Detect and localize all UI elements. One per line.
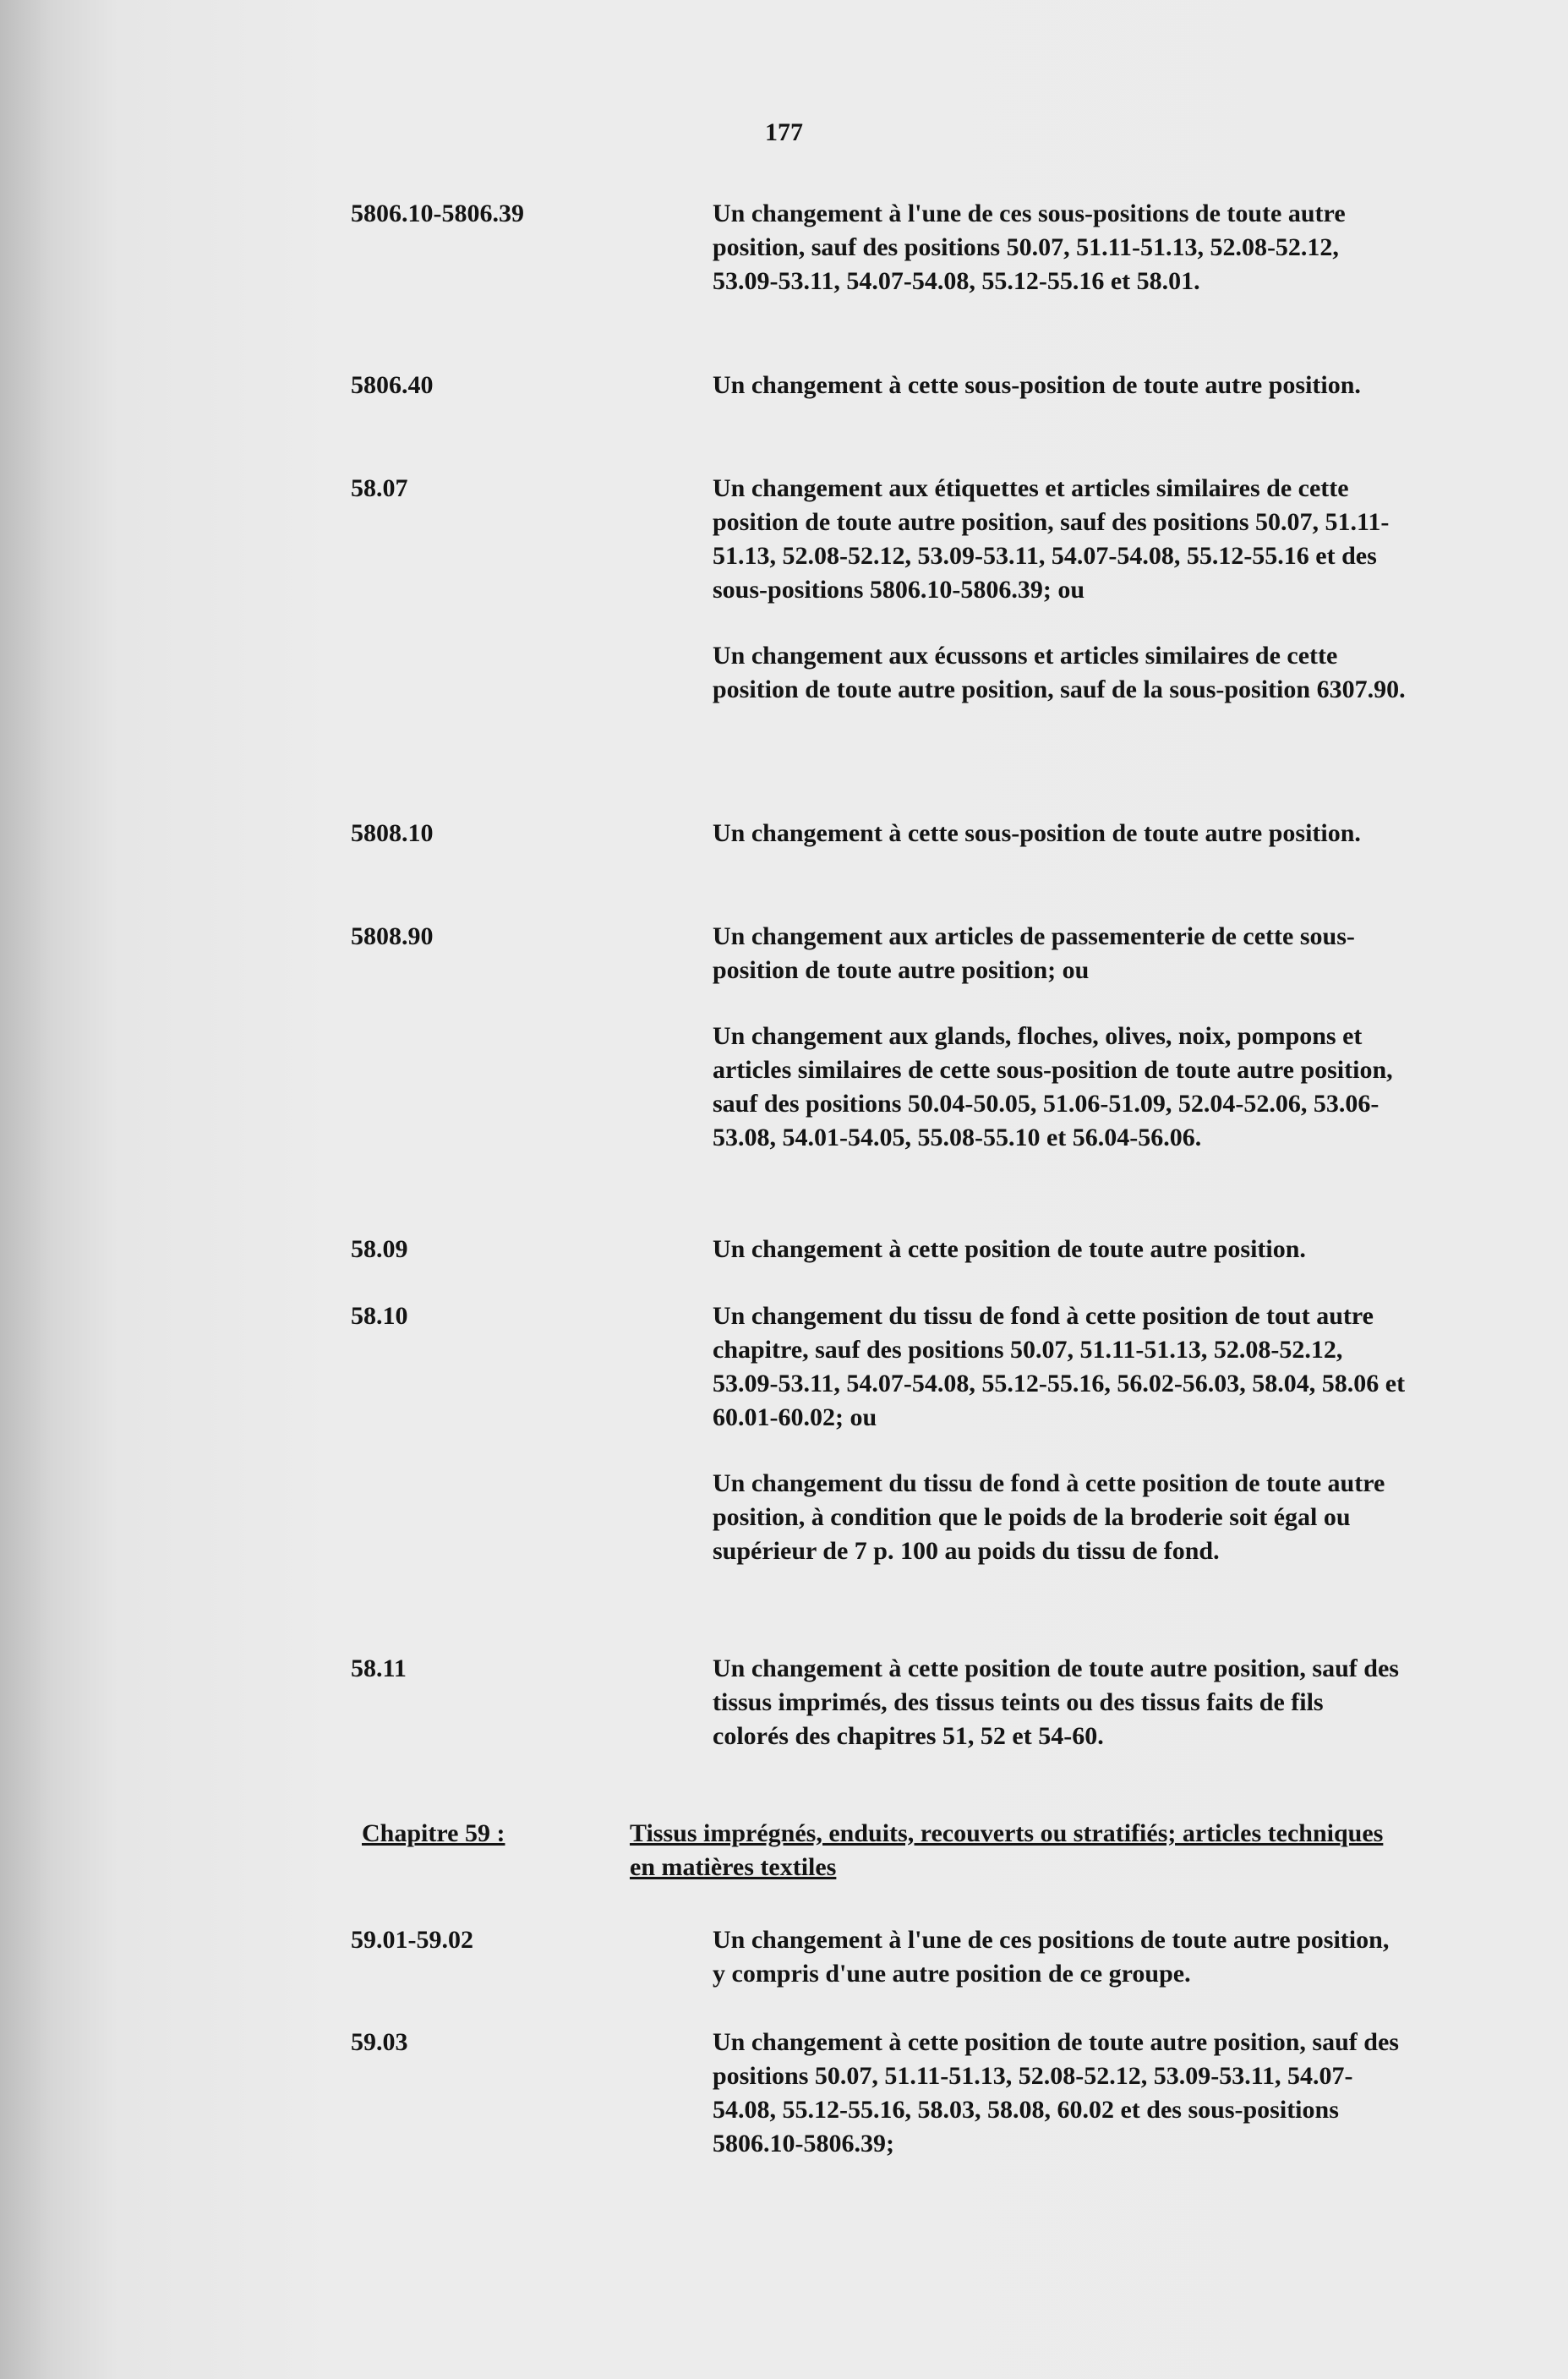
heading-code: 5808.90 — [351, 922, 434, 950]
rule-paragraph: Un changement aux étiquettes et articles similaires de cette position de toute autre position, sauf des positions 50.07, 51.11-51.13, 52.08-52.12, 53.09-53.11, 54.07-54.08, 55.12-55.16 et des sous-positions 5806.10-5806.39; ou — [713, 474, 1390, 604]
heading-code: 58.07 — [351, 474, 408, 502]
heading-code: 5806.10-5806.39 — [351, 200, 524, 227]
rule-paragraph: Un changement aux écussons et articles similaires de cette position de toute autre position, sauf de la sous-position 6307.90. — [713, 642, 1406, 703]
rule-paragraph: Un changement à cette position de toute autre position, sauf des positions 50.07, 51.11-51.13, 52.08-52.12, 53.09-53.11, 54.07-54.08, 55.12-55.16, 58.03, 58.08, 60.02 et des sous-positions 5806.10-5806.39; — [713, 2028, 1399, 2158]
rule-paragraph: Un changement à cette sous-position de toute autre position. — [713, 819, 1361, 847]
page-number: 177 — [765, 118, 803, 146]
rule-text — [713, 1923, 1406, 1991]
heading-code: 5808.10 — [351, 819, 434, 847]
heading-code: 58.10 — [351, 1302, 408, 1330]
rule-text — [713, 1299, 1406, 1568]
rule-text — [713, 197, 1406, 298]
rule-text — [713, 1652, 1406, 1753]
rule-paragraph: Un changement à cette sous-position de toute autre position. — [713, 371, 1361, 399]
rule-paragraph: Un changement à l'une de ces positions de toute autre position, y compris d'une autre position de ce groupe. — [713, 1926, 1390, 1988]
chapter-title: Tissus imprégnés, enduits, recouverts ou stratifiés; articles techniques en matières textiles — [630, 1819, 1384, 1881]
chapter-label: Chapitre 59 : — [362, 1819, 505, 1847]
rule-paragraph: Un changement du tissu de fond à cette position de toute autre position, à condition que le poids de la broderie soit égal ou supérieur de 7 p. 100 au poids du tissu de fond. — [713, 1469, 1385, 1565]
heading-code: 58.11 — [351, 1654, 407, 1682]
heading-code: 5806.40 — [351, 371, 434, 399]
rule-text — [713, 1233, 1406, 1266]
rule-text — [713, 920, 1406, 1155]
rule-paragraph: Un changement aux glands, floches, olives, noix, pompons et articles similaires de cette sous-position de toute autre position, sauf des positions 50.04-50.05, 51.06-51.09, 52.04-52.06, 53.06-53.08, 54.01-54.05, 55.08-55.10 et 56.04-56.06. — [713, 1022, 1393, 1151]
rule-paragraph: Un changement à cette position de toute autre position, sauf des tissus imprimés, des tissus teints ou des tissus faits de fils colorés des chapitres 51, 52 et 54-60. — [713, 1654, 1399, 1750]
rule-paragraph: Un changement à cette position de toute autre position. — [713, 1235, 1306, 1263]
rule-text — [713, 369, 1406, 402]
heading-code: 59.01-59.02 — [351, 1926, 473, 1954]
rule-paragraph: Un changement aux articles de passementerie de cette sous-position de toute autre position; ou — [713, 922, 1355, 984]
rule-paragraph: Un changement du tissu de fond à cette position de tout autre chapitre, sauf des positions 50.07, 51.11-51.13, 52.08-52.12, 53.09-53.11, 54.07-54.08, 55.12-55.16, 56.02-56.03, 58.04, 58.06 et 60.01-60.02; ou — [713, 1302, 1406, 1431]
rule-text — [713, 817, 1406, 850]
heading-code: 58.09 — [351, 1235, 408, 1263]
rule-text — [713, 2026, 1406, 2161]
rule-text — [713, 472, 1406, 707]
heading-code: 59.03 — [351, 2028, 408, 2056]
rule-paragraph: Un changement à l'une de ces sous-positions de toute autre position, sauf des positions 50.07, 51.11-51.13, 52.08-52.12, 53.09-53.11, 54.07-54.08, 55.12-55.16 et 58.01. — [713, 200, 1346, 295]
